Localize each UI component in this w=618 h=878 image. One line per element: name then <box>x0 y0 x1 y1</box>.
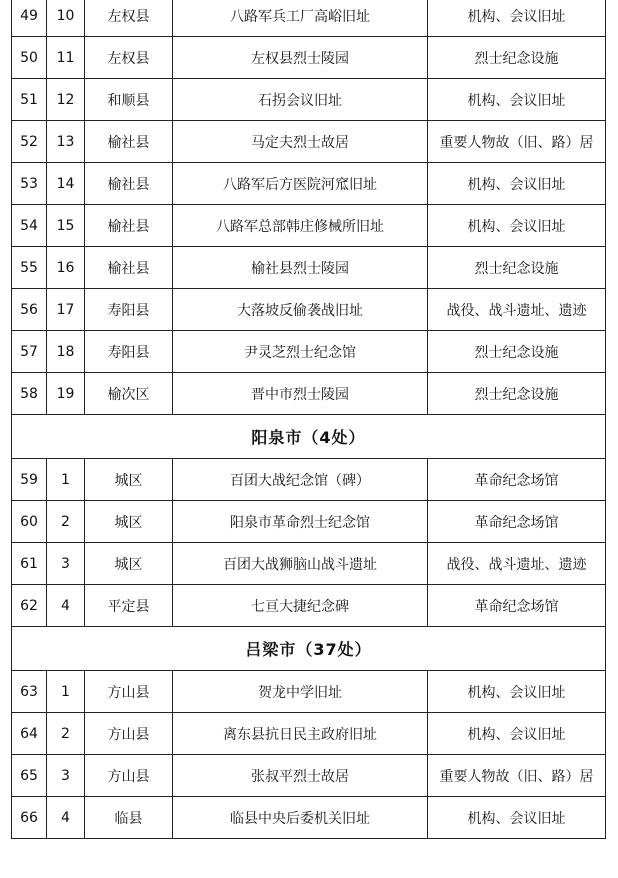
row-index-cell: 61 <box>12 543 47 585</box>
row-sub-index-cell: 15 <box>47 205 85 247</box>
table-row <box>12 37 606 79</box>
row-index-cell: 53 <box>12 163 47 205</box>
county-cell: 榆次区 <box>85 373 173 415</box>
table-row <box>12 755 606 797</box>
row-sub-index-cell: 11 <box>47 37 85 79</box>
category-cell: 机构、会议旧址 <box>428 797 606 839</box>
row-index-cell: 50 <box>12 37 47 79</box>
site-name-cell: 张叔平烈士故居 <box>173 755 428 797</box>
row-sub-index-cell: 17 <box>47 289 85 331</box>
row-index-cell: 58 <box>12 373 47 415</box>
category-cell: 战役、战斗遗址、遗迹 <box>428 543 606 585</box>
site-name-cell: 马定夫烈士故居 <box>173 121 428 163</box>
site-name-cell: 百团大战狮脑山战斗遗址 <box>173 543 428 585</box>
row-index-cell: 56 <box>12 289 47 331</box>
row-index-cell: 57 <box>12 331 47 373</box>
row-index-cell: 55 <box>12 247 47 289</box>
row-sub-index-cell: 3 <box>47 543 85 585</box>
table-row <box>12 79 606 121</box>
site-name-cell: 百团大战纪念馆（碑） <box>173 459 428 501</box>
table-row <box>12 121 606 163</box>
site-name-cell: 离东县抗日民主政府旧址 <box>173 713 428 755</box>
county-cell: 左权县 <box>85 37 173 79</box>
county-cell: 寿阳县 <box>85 289 173 331</box>
table-body <box>12 0 606 839</box>
category-cell: 革命纪念场馆 <box>428 459 606 501</box>
category-cell: 机构、会议旧址 <box>428 163 606 205</box>
row-sub-index-cell: 1 <box>47 671 85 713</box>
row-sub-index-cell: 2 <box>47 501 85 543</box>
county-cell: 左权县 <box>85 0 173 37</box>
row-index-cell: 52 <box>12 121 47 163</box>
category-cell: 战役、战斗遗址、遗迹 <box>428 289 606 331</box>
county-cell: 方山县 <box>85 755 173 797</box>
county-cell: 寿阳县 <box>85 331 173 373</box>
row-index-cell: 60 <box>12 501 47 543</box>
site-name-cell: 八路军总部韩庄修械所旧址 <box>173 205 428 247</box>
section-title: 阳泉市（4处） <box>12 415 606 459</box>
row-sub-index-cell: 4 <box>47 797 85 839</box>
row-index-cell: 64 <box>12 713 47 755</box>
table-row <box>12 205 606 247</box>
county-cell: 榆社县 <box>85 205 173 247</box>
county-cell: 榆社县 <box>85 163 173 205</box>
site-name-cell: 左权县烈士陵园 <box>173 37 428 79</box>
row-sub-index-cell: 13 <box>47 121 85 163</box>
row-index-cell: 62 <box>12 585 47 627</box>
table-row <box>12 0 606 37</box>
heritage-sites-table <box>11 0 606 839</box>
section-header-row <box>12 415 606 459</box>
table-row <box>12 247 606 289</box>
site-name-cell: 榆社县烈士陵园 <box>173 247 428 289</box>
row-index-cell: 59 <box>12 459 47 501</box>
county-cell: 城区 <box>85 543 173 585</box>
category-cell: 革命纪念场馆 <box>428 501 606 543</box>
table-row <box>12 163 606 205</box>
category-cell: 烈士纪念设施 <box>428 247 606 289</box>
table-row <box>12 331 606 373</box>
county-cell: 城区 <box>85 501 173 543</box>
site-name-cell: 七亘大捷纪念碑 <box>173 585 428 627</box>
site-name-cell: 阳泉市革命烈士纪念馆 <box>173 501 428 543</box>
row-sub-index-cell: 3 <box>47 755 85 797</box>
category-cell: 烈士纪念设施 <box>428 331 606 373</box>
table-row <box>12 543 606 585</box>
county-cell: 方山县 <box>85 671 173 713</box>
category-cell: 机构、会议旧址 <box>428 205 606 247</box>
row-index-cell: 66 <box>12 797 47 839</box>
row-index-cell: 49 <box>12 0 47 37</box>
table-row <box>12 671 606 713</box>
row-sub-index-cell: 19 <box>47 373 85 415</box>
category-cell: 重要人物故（旧、路）居 <box>428 121 606 163</box>
section-header-row <box>12 627 606 671</box>
category-cell: 革命纪念场馆 <box>428 585 606 627</box>
site-name-cell: 贺龙中学旧址 <box>173 671 428 713</box>
county-cell: 平定县 <box>85 585 173 627</box>
row-sub-index-cell: 10 <box>47 0 85 37</box>
row-index-cell: 65 <box>12 755 47 797</box>
site-name-cell: 大落坡反偷袭战旧址 <box>173 289 428 331</box>
row-index-cell: 54 <box>12 205 47 247</box>
category-cell: 机构、会议旧址 <box>428 713 606 755</box>
category-cell: 机构、会议旧址 <box>428 0 606 37</box>
table-row <box>12 797 606 839</box>
table-row <box>12 585 606 627</box>
table-row <box>12 289 606 331</box>
row-sub-index-cell: 1 <box>47 459 85 501</box>
section-title: 吕梁市（37处） <box>12 627 606 671</box>
county-cell: 方山县 <box>85 713 173 755</box>
table-row <box>12 373 606 415</box>
site-name-cell: 尹灵芝烈士纪念馆 <box>173 331 428 373</box>
row-sub-index-cell: 12 <box>47 79 85 121</box>
site-name-cell: 晋中市烈士陵园 <box>173 373 428 415</box>
county-cell: 榆社县 <box>85 121 173 163</box>
category-cell: 机构、会议旧址 <box>428 671 606 713</box>
row-sub-index-cell: 16 <box>47 247 85 289</box>
site-name-cell: 八路军兵工厂高峪旧址 <box>173 0 428 37</box>
row-sub-index-cell: 4 <box>47 585 85 627</box>
table-row <box>12 459 606 501</box>
category-cell: 烈士纪念设施 <box>428 37 606 79</box>
county-cell: 榆社县 <box>85 247 173 289</box>
county-cell: 临县 <box>85 797 173 839</box>
row-sub-index-cell: 14 <box>47 163 85 205</box>
county-cell: 和顺县 <box>85 79 173 121</box>
category-cell: 烈士纪念设施 <box>428 373 606 415</box>
row-index-cell: 51 <box>12 79 47 121</box>
category-cell: 机构、会议旧址 <box>428 79 606 121</box>
table-row <box>12 713 606 755</box>
row-sub-index-cell: 18 <box>47 331 85 373</box>
site-name-cell: 八路军后方医院河窊旧址 <box>173 163 428 205</box>
category-cell: 重要人物故（旧、路）居 <box>428 755 606 797</box>
row-index-cell: 63 <box>12 671 47 713</box>
site-name-cell: 临县中央后委机关旧址 <box>173 797 428 839</box>
county-cell: 城区 <box>85 459 173 501</box>
table-row <box>12 501 606 543</box>
row-sub-index-cell: 2 <box>47 713 85 755</box>
site-name-cell: 石拐会议旧址 <box>173 79 428 121</box>
